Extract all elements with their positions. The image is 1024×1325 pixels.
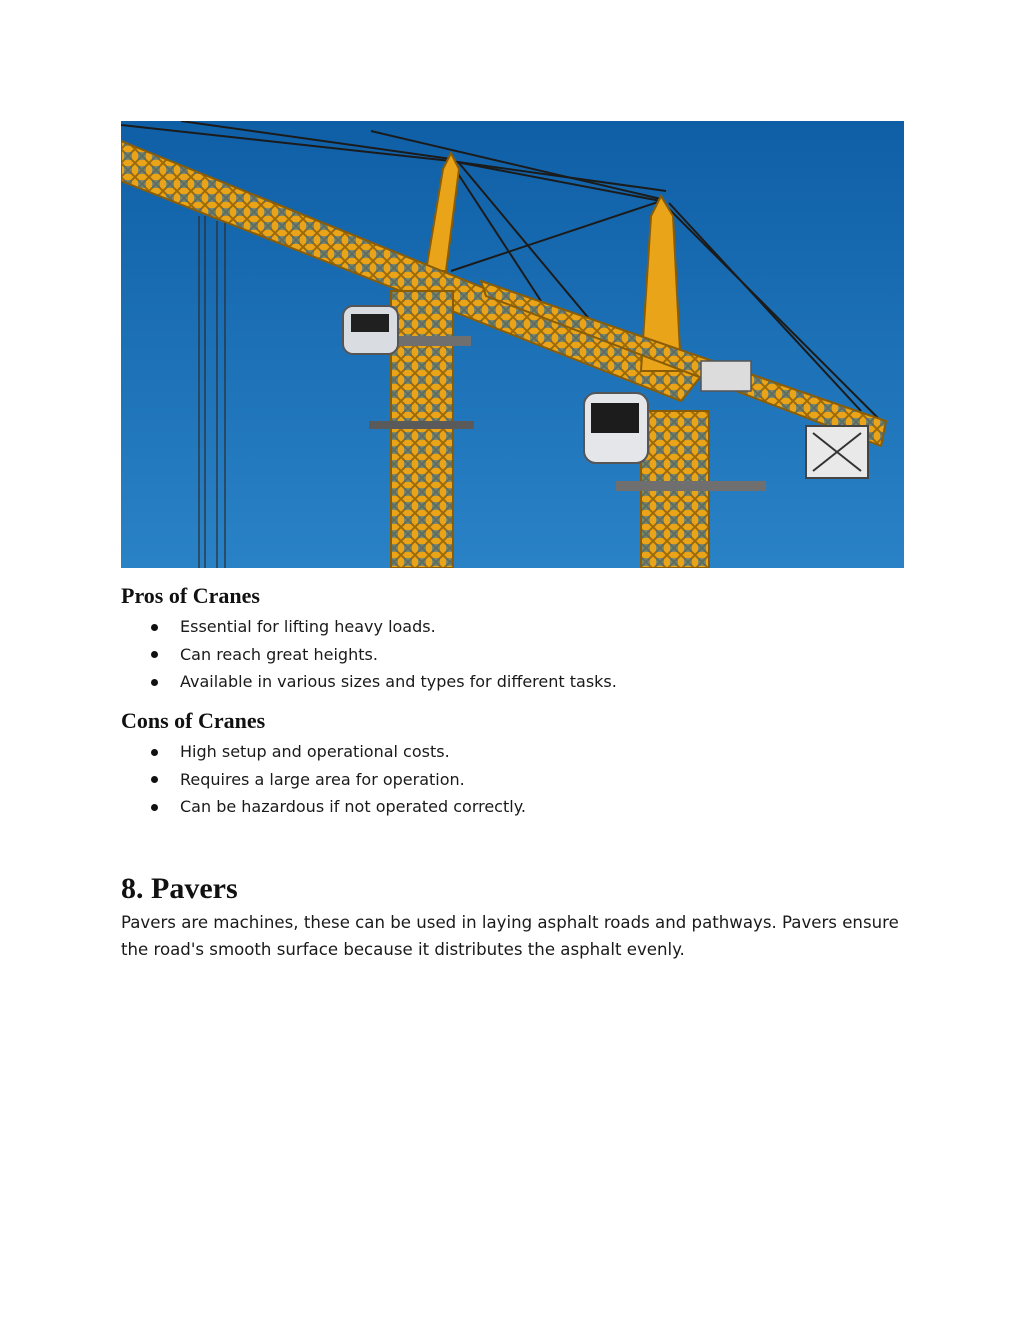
list-item: Requires a large area for operation. <box>121 766 526 794</box>
list-item: Essential for lifting heavy loads. <box>121 613 617 641</box>
bullet-icon <box>151 776 158 783</box>
tower-cranes-photo <box>121 121 904 568</box>
pros-heading: Pros of Cranes <box>121 583 260 608</box>
bullet-icon <box>151 749 158 756</box>
section-heading: 8. Pavers <box>121 872 238 905</box>
section-paragraph: Pavers are machines, these can be used in laying asphalt roads and pathways. Pavers ensure the road's smooth surface because it distributes the asphalt evenly. <box>121 913 899 959</box>
cons-heading: Cons of Cranes <box>121 708 266 733</box>
pros-list <box>121 613 617 696</box>
list-item: Can be hazardous if not operated correctly. <box>121 793 526 821</box>
bullet-icon <box>151 651 158 658</box>
list-item: Available in various sizes and types for different tasks. <box>121 668 617 696</box>
bullet-icon <box>151 804 158 811</box>
list-item: Can reach great heights. <box>121 641 617 669</box>
cons-list <box>121 738 526 821</box>
list-item: High setup and operational costs. <box>121 738 526 766</box>
bullet-icon <box>151 624 158 631</box>
bullet-icon <box>151 679 158 686</box>
